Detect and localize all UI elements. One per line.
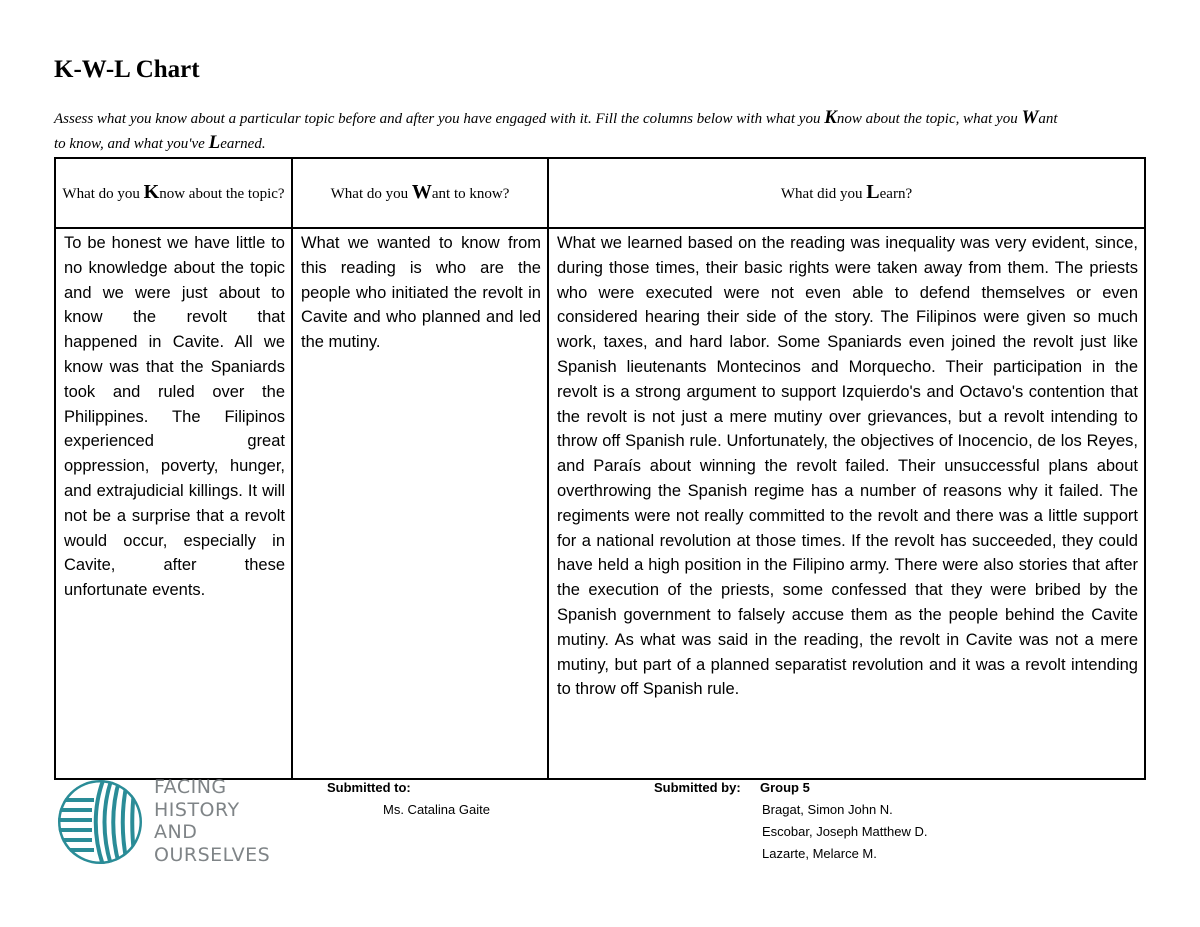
- facing-history-logo: [56, 776, 296, 866]
- member-name: Bragat, Simon John N.: [762, 802, 893, 817]
- member-name: Escobar, Joseph Matthew D.: [762, 824, 928, 839]
- submitted-by-label: Submitted by:: [654, 780, 741, 795]
- cell-learn: What we learned based on the reading was inequality was very evident, since, during those times, their basic rights were taken away from them. The priests who were executed were not even able to defend themselves or even considered hearing their side of the story. The Filipinos were given so much work, taxes, and hard labor. Some Spaniards even joined the revolt just like Spanish lieutenants Montecinos and Morquecho. Their participation in the revolt is a strong argument to support Izquierdo's and Octavo's contention that the revolt is not just a mere mutiny over grievances, but a revolt intending to throw off Spanish rule. Unfortunately, the objectives of Inocencio, de los Reyes, and Paraís about winning the revolt failed. Their unsuccessful plans about overthrowing the Spanish regime has a number of reasons why it failed. The regiments were not really committed to the revolt and there was a little support for a national revolution at those times. If the revolt has succeeded, they could have held a high position in the Filipino army. There were also stories that after the execution of the priests, some confessed that they were bribed by the Spanish government to falsely accuse them as the people behind the Cavite mutiny. As what was said in the reading, the revolt in Cavite was not a mere mutiny, but part of a planned separatist revolution and it was a revolt intending to throw off Spanish rule.: [548, 228, 1145, 779]
- group-name: Group 5: [760, 780, 810, 795]
- page-title: K-W-L Chart: [54, 56, 200, 83]
- header-know: What do you Know about the topic?: [55, 158, 292, 228]
- logo-text: FACING HISTORY AND OURSELVES: [154, 776, 271, 866]
- cell-want: What we wanted to know from this reading is who are the people who initiated the revolt in Cavite and who planned and led the mutiny.: [292, 228, 548, 779]
- submitted-to-name: Ms. Catalina Gaite: [383, 802, 490, 817]
- header-want: What do you Want to know?: [292, 158, 548, 228]
- kwl-content-row: [55, 228, 1145, 779]
- cell-know: To be honest we have little to no knowledge about the topic and we were just about to know the revolt that happened in Cavite. All we know was that the Spaniards took and ruled over the Philippines. The Filipinos experienced great oppression, poverty, hunger, and extrajudicial killings. It will not be a surprise that a revolt would occur, especially in Cavite, after these unfortunate events.: [55, 228, 292, 779]
- member-name: Lazarte, Melarce M.: [762, 846, 877, 861]
- instructions: Assess what you know about a particular topic before and after you have engaged with it. Fill the columns below with what you Know about the topic, what you Want to know, and what you've Learned.: [54, 107, 1058, 153]
- kwl-header-row: [55, 158, 1145, 228]
- submitted-to-label: Submitted to:: [327, 780, 411, 795]
- kwl-table: [54, 157, 1146, 780]
- header-learn: What did you Learn?: [548, 158, 1145, 228]
- globe-icon: [56, 776, 148, 868]
